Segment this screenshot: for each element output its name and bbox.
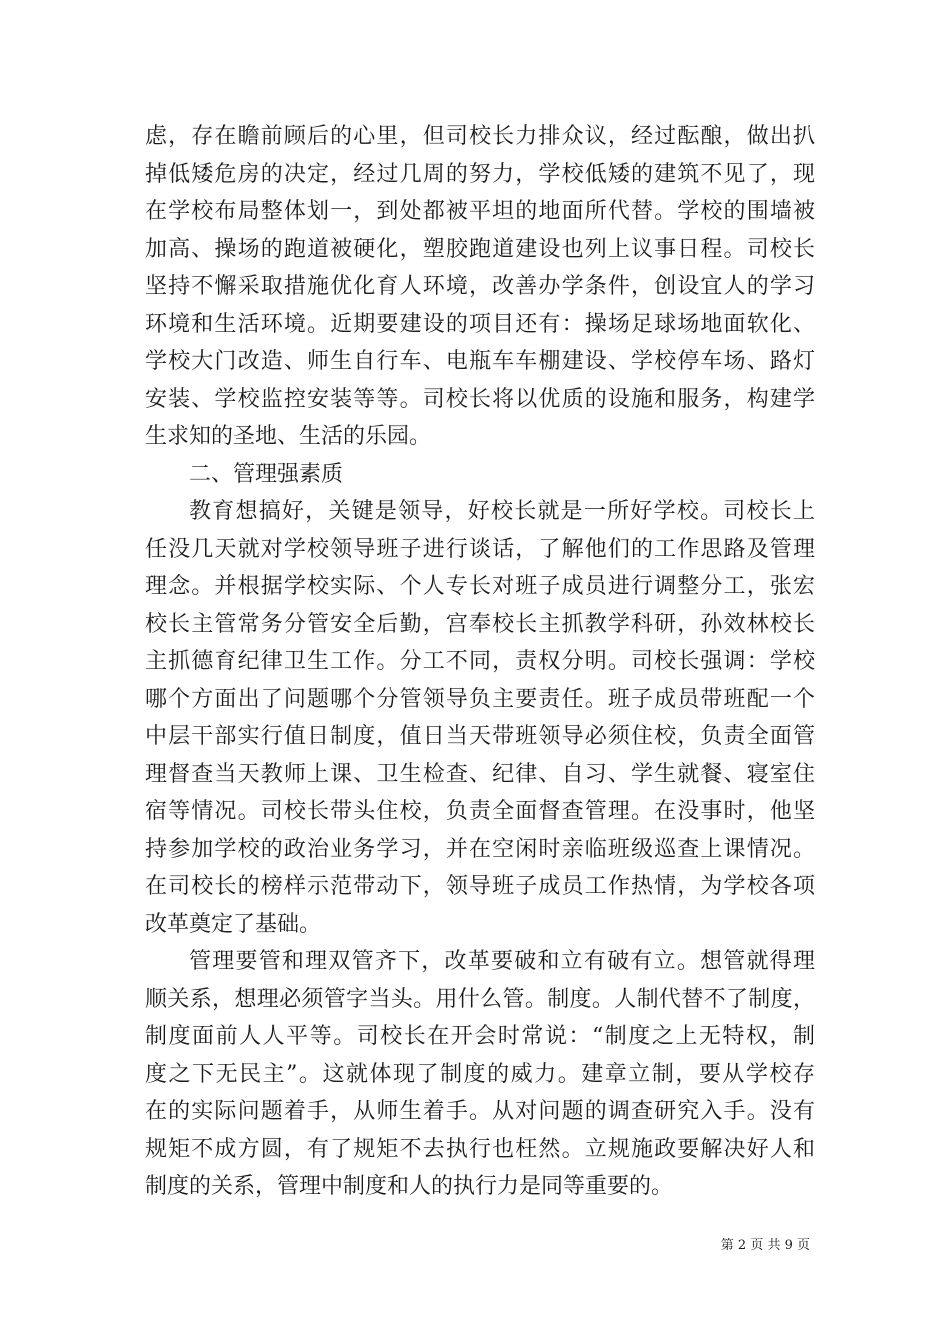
text-line: 规矩不成方圆，有了规矩不去执行也枉然。立规施政要解决好人和 [145, 1136, 815, 1162]
text-line: 理念。并根据学校实际、个人专长对班子成员进行调整分工，张宏 [145, 574, 815, 599]
text-line: 制度面前人人平等。司校长在开会时常说：“制度之上无特权，制 [145, 1024, 815, 1049]
text-line: 理督查当天教师上课、卫生检查、纪律、自习、学生就餐、寝室住 [145, 761, 815, 787]
text-line: 管理要管和理双管齐下，改革要破和立有破有立。想管就得理 [189, 949, 815, 974]
text-line: 加高、操场的跑道被硬化，塑胶跑道建设也列上议事日程。司校长 [145, 236, 815, 262]
text-line: 在的实际问题着手，从师生着手。从对问题的调查研究入手。没有 [145, 1099, 815, 1124]
text-line: 主抓德育纪律卫生工作。分工不同，责权分明。司校长强调：学校 [145, 649, 815, 674]
text-line: 学校大门改造、师生自行车、电瓶车车棚建设、学校停车场、路灯 [145, 349, 815, 374]
text-line: 生求知的圣地、生活的乐园。 [145, 424, 432, 449]
text-line: 校长主管常务分管安全后勤，宫奉校长主抓教学科研，孙效林校长 [145, 611, 815, 637]
text-line: 宿等情况。司校长带头住校，负责全面督查管理。在没事时，他坚 [145, 799, 815, 824]
text-line: 在学校布局整体划一，到处都被平坦的地面所代替。学校的围墙被 [145, 199, 815, 224]
text-line: 安装、学校监控安装等等。司校长将以优质的设施和服务，构建学 [145, 386, 815, 412]
text-line: 环境和生活环境。近期要建设的项目还有：操场足球场地面软化、 [145, 311, 815, 337]
page-number: 第 2 页 共 9 页 [720, 1238, 810, 1253]
text-line: 顺关系，想理必须管字当头。用什么管。制度。人制代替不了制度， [145, 986, 815, 1012]
text-line: 任没几天就对学校领导班子进行谈话，了解他们的工作思路及管理 [145, 536, 815, 562]
text-line: 改革奠定了基础。 [145, 911, 322, 937]
text-line: 制度的关系，管理中制度和人的执行力是同等重要的。 [145, 1174, 674, 1199]
text-line: 哪个方面出了问题哪个分管领导负主要责任。班子成员带班配一个 [145, 686, 815, 712]
text-line: 在司校长的榜样示范带动下，领导班子成员工作热情，为学校各项 [145, 874, 815, 899]
text-line: 虑，存在瞻前顾后的心里，但司校长力排众议，经过酝酿，做出扒 [145, 124, 815, 149]
text-line: 坚持不懈采取措施优化育人环境，改善办学条件，创设宜人的学习 [145, 274, 815, 299]
paragraph-2 [145, 493, 815, 943]
paragraph-1 [145, 118, 815, 456]
text-line: 持参加学校的政治业务学习，并在空闲时亲临班级巡查上课情况。 [145, 836, 815, 862]
text-line: 教育想搞好，关键是领导，好校长就是一所好学校。司校长上 [189, 499, 815, 524]
text-line: 度之下无民主”。这就体现了制度的威力。建章立制，要从学校存 [145, 1061, 815, 1087]
section-heading: 二、管理强素质 [189, 461, 344, 487]
text-line: 中层干部实行值日制度，值日当天带班领导必须住校，负责全面管 [145, 724, 815, 749]
text-line: 掉低矮危房的决定，经过几周的努力，学校低矮的建筑不见了，现 [145, 161, 815, 187]
document-body [145, 118, 815, 1206]
paragraph-3 [145, 943, 815, 1206]
